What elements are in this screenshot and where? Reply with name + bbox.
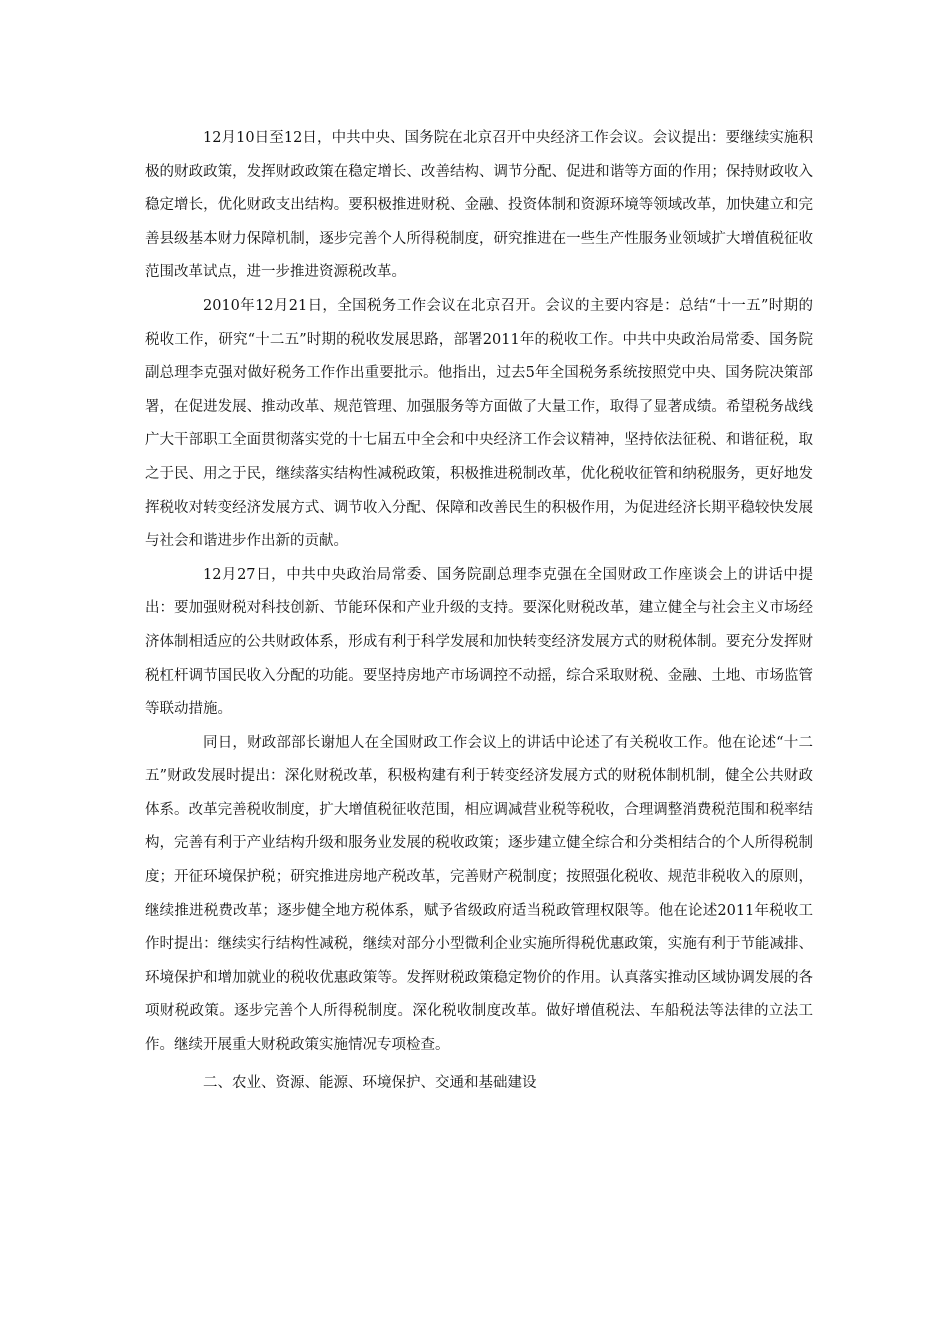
- document-body: [145, 122, 813, 1100]
- section-heading: 二、农业、资源、能源、环境保护、交通和基础建设: [203, 1074, 537, 1091]
- paragraph-finance-symposium: 12月27日，中共中央政治局常委、国务院副总理李克强在全国财政工作座谈会上的讲话中提出：要加强财税对科技创新、节能环保和产业升级的支持。要深化财税改革，建立健全与社会主义市场经济体制相适应的公共财政体系，形成有利于科学发展和加快转变经济发展方式的财税体制。要充分发挥财税杠杆调节国民收入分配的功能。要坚持房地产市场调控不动摇，综合采取财税、金融、土地、市场监管等联动措施。: [145, 566, 813, 718]
- paragraph-finance-minister-speech: 同日，财政部部长谢旭人在全国财政工作会议上的讲话中论述了有关税收工作。他在论述“十二五”财政发展时提出：深化财税改革，积极构建有利于转变经济发展方式的财税体制机制，健全公共财政体系。改革完善税收制度，扩大增值税征收范围，相应调减营业税等税收，合理调整消费税范围和税率结构，完善有利于产业结构升级和服务业发展的税收政策；逐步建立健全综合和分类相结合的个人所得税制度；开征环境保护税；研究推进房地产税改革，完善财产税制度；按照强化税收、规范非税收入的原则，继续推进税费改革；逐步健全地方税体系，赋予省级政府适当税政管理权限等。他在论述2011年税收工作时提出：继续实行结构性减税，继续对部分小型微利企业实施所得税优惠政策，实施有利于节能减排、环境保护和增加就业的税收优惠政策等。发挥财税政策稳定物价的作用。认真落实推动区域协调发展的各项财税政策。逐步完善个人所得税制度。深化税收制度改革。做好增值税法、车船税法等法律的立法工作。继续开展重大财税政策实施情况专项检查。: [145, 734, 813, 1054]
- paragraph-economic-work-conference: 12月10日至12日，中共中央、国务院在北京召开中央经济工作会议。会议提出：要继续实施积极的财政政策，发挥财政政策在稳定增长、改善结构、调节分配、促进和谐等方面的作用；保持财政收入稳定增长，优化财政支出结构。要积极推进财税、金融、投资体制和资源环境等领域改革，加快建立和完善县级基本财力保障机制，逐步完善个人所得税制度，研究推进在一些生产性服务业领域扩大增值税征收范围改革试点，进一步推进资源税改革。: [145, 130, 813, 281]
- paragraph-national-tax-conference: 2010年12月21日，全国税务工作会议在北京召开。会议的主要内容是：总结“十一五”时期的税收工作，研究“十二五”时期的税收发展思路，部署2011年的税收工作。中共中央政治局常委、国务院副总理李克强对做好税务工作作出重要批示。他指出，过去5年全国税务系统按照党中央、国务院决策部署，在促进发展、推动改革、规范管理、加强服务等方面做了大量工作，取得了显著成绩。希望税务战线广大干部职工全面贯彻落实党的十七届五中全会和中央经济工作会议精神，坚持依法征税、和谐征税，取之于民、用之于民，继续落实结构性减税政策，积极推进税制改革，优化税收征管和纳税服务，更好地发挥税收对转变经济发展方式、调节收入分配、保障和改善民生的积极作用，为促进经济长期平稳较快发展与社会和谐进步作出新的贡献。: [145, 297, 813, 550]
